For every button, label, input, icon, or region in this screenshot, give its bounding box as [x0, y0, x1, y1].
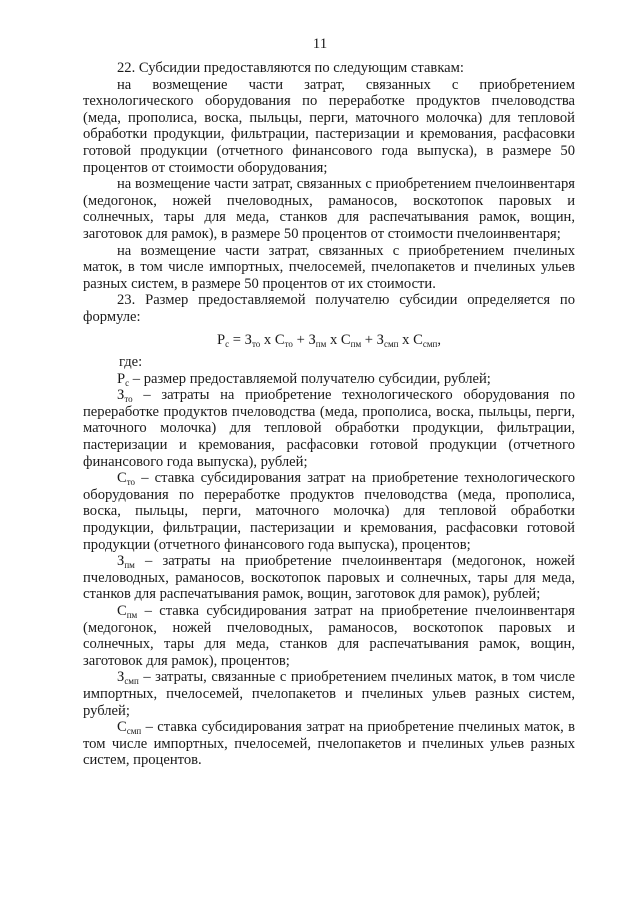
definition-spm: $С_{пм}$ – ставка субсидирования затрат на приобретение пчелоинвентаря (медогонок, ножей пчеловодных, раманосов, воскотопок паровых и солнечных, тары для меда, станков для распечатывания рамок, вощин, заготовок для рамок), процентов; [83, 603, 575, 669]
definition-ssmp: $С_{смп}$ – ставка субсидирования затрат на приобретение пчелиных маток, в том числе импортных, пчелосемей, пчелопакетов и пчелиных ульев разных систем, процентов. [83, 719, 575, 769]
definition-zto: $З_{то}$ – затраты на приобретение технологического оборудования по переработке продуктов пчеловодства (меда, прополиса, воска, пыльцы, перги, маточного молочка) для тепловой обработки продукции, фильтрации, пастеризации и кремования, расфасовки готовой продукции (отчетного финансового года выпуска), рублей; [83, 387, 575, 470]
paragraph-queens-rate: на возмещение части затрат, связанных с приобретением пчелиных маток, в том числе импортных, пчелосемей, пчелопакетов и пчелиных ульев разных систем, в размере 50 процентов от их стоимости. [83, 242, 575, 292]
definition-zsmp: $З_{смп}$ – затраты, связанные с приобретением пчелиных маток, в том числе импортных, пчелосемей, пчелопакетов и пчелиных ульев разных систем, рублей; [83, 669, 575, 719]
definition-sto: $С_{то}$ – ставка субсидирования затрат на приобретение технологического оборудования по переработке продуктов пчеловодства (меда, прополиса, воска, пыльцы, перги, маточного молочка) для тепловой обработки продукции, фильтрации, пастеризации и кремования, расфасовки готовой продукции (отчетного финансового года выпуска), процентов; [83, 470, 575, 553]
definition-zpm: $З_{пм}$ – затраты на приобретение пчелоинвентаря (медогонок, ножей пчеловодных, раманосов, воскотопок паровых и солнечных, тары для меда, станков для распечатывания рамок, вощин, заготовок для рамок), рублей; [83, 553, 575, 603]
paragraph-23-formula-intro: 23. Размер предоставляемой получателю субсидии определяется по формуле: [83, 292, 575, 325]
where-label: где: [119, 354, 143, 371]
page-number: 11 [312, 36, 328, 52]
paragraph-inventory-rate: на возмещение части затрат, связанных с приобретением пчелоинвентаря (медогонок, ножей пчеловодных, раманосов, воскотопок паровых и солнечных, тары для меда, станков для распечатывания рамок, вощин, заготовок для рамок), в размере 50 процентов от стоимости пчелоинвентаря; [83, 176, 575, 242]
paragraph-22-heading: 22. Субсидии предоставляются по следующим ставкам: [117, 60, 464, 76]
definition-rs: $Р_с$ – размер предоставляемой получателю субсидии, рублей; [117, 370, 491, 388]
paragraph-equipment-rate: на возмещение части затрат, связанных с приобретением технологического оборудования по переработке продуктов пчеловодства (меда, прополиса, воска, пыльцы, перги, маточного молочка) для тепловой обработки продукции, фильтрации, пастеризации и кремования, расфасовки готовой продукции (отчетного финансового года выпуска), в размере 50 процентов от стоимости оборудования; [83, 76, 575, 176]
subsidy-formula: $Р_с = З_{то}$ х $С_{то} + З_{пм}$ х $С_{пм} + З_{смп}$ х $С_{смп}$, [216, 331, 441, 349]
document-body [83, 60, 575, 769]
